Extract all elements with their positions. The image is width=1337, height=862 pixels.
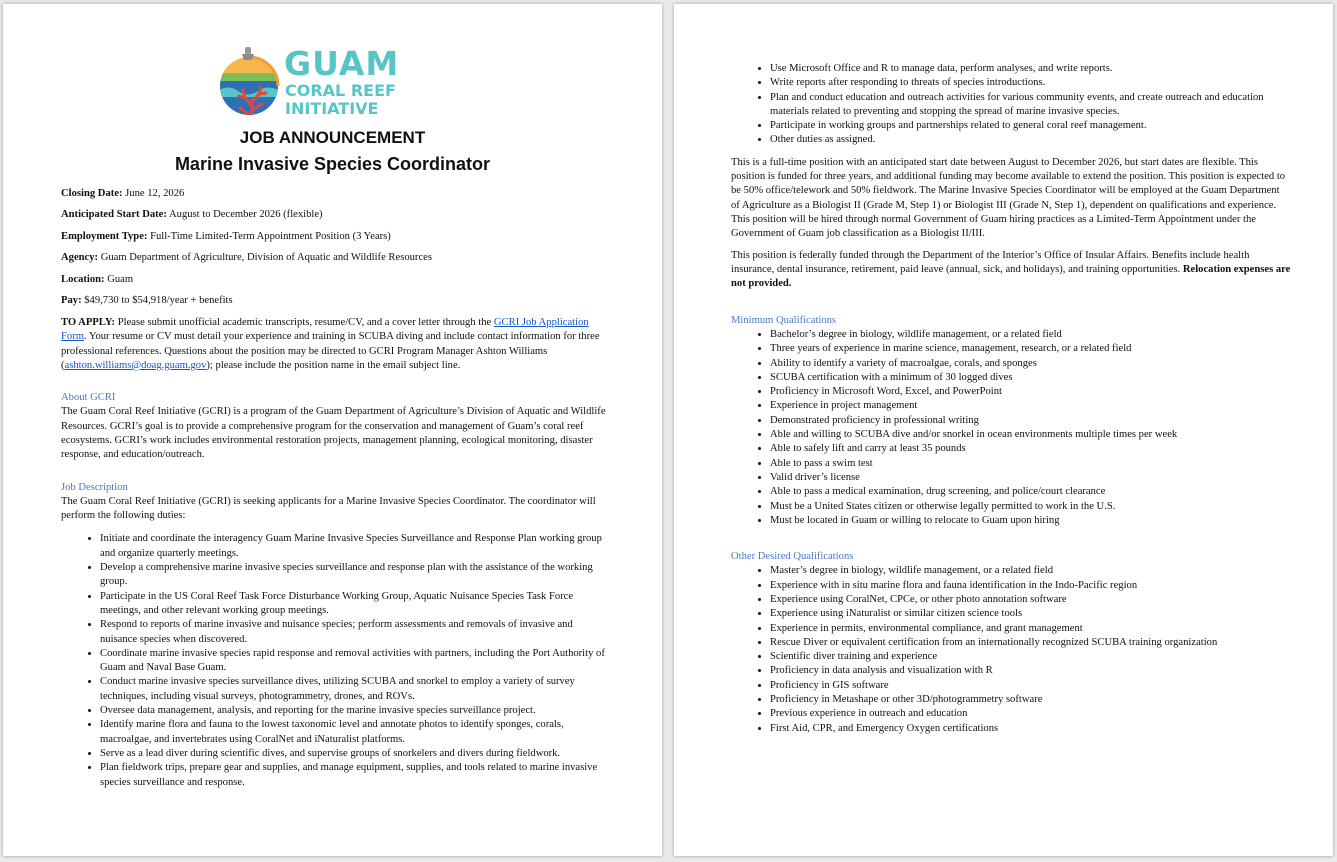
list-item: • SCUBA certification with a minimum of 30 logged dives	[770, 371, 1291, 385]
list-item: • Plan fieldwork trips, prepare gear and supplies, and manage equipment, supplies, and tools related to marine invasive species surveillance and response.	[100, 761, 611, 790]
list-item: • Identify marine flora and fauna to the lowest taxonomic level and annotate photos to identify sponges, corals, macroalgae, and invertebrates using CoralNet and iNaturalist platforms.	[100, 718, 611, 747]
page-2-body	[731, 62, 1291, 736]
list-item: • Able to safely lift and carry at least 35 pounds	[770, 442, 1291, 456]
desired-qualifications-heading: Other Desired Qualifications	[731, 551, 854, 563]
list-item: • Participate in the US Coral Reef Task Force Disturbance Working Group, Aquatic Nuisance Species Task Force meetings, and other relevant working group meetings.	[100, 590, 611, 619]
relocation-note: Relocation expenses are not provided.	[731, 264, 1291, 290]
list-item: • Oversee data management, analysis, and reporting for the marine invasive species surveillance project.	[100, 704, 611, 718]
field-employment-type: Employment Type: Full-Time Limited-Term Appointment Position (3 Years)	[61, 230, 391, 242]
about-body: The Guam Coral Reef Initiative (GCRI) is a program of the Guam Department of Agriculture’s Division of Aquatic and Wildlife Resources. GCRI’s goal is to provide a comprehensive program for the conservation and management of Guam’s coral reef ecosystems. GCRI’s work includes environmental restoration projects, management planning, ecological monitoring, disaster response, and education/outreach.	[61, 406, 606, 461]
list-item: • Proficiency in Microsoft Word, Excel, and PowerPoint	[770, 385, 1291, 399]
desired-qualifications-list	[731, 564, 1291, 736]
list-item: • Experience using iNaturalist or similar citizen science tools	[770, 607, 1291, 621]
list-item: • Develop a comprehensive marine invasive species surveillance and response plan with the assistance of the working group.	[100, 561, 611, 590]
list-item: • Demonstrated proficiency in professional writing	[770, 414, 1291, 428]
logo-line-initiative: INITIATIVE	[285, 99, 379, 118]
list-item: • Respond to reports of marine invasive and nuisance species; perform assessments and removals of invasive and nuisance species when discovered.	[100, 618, 611, 647]
email-link[interactable]: ashton.williams@doag.guam.gov	[64, 359, 207, 371]
list-item: • Must be located in Guam or willing to relocate to Guam upon hiring	[770, 514, 1291, 528]
job-description-intro: The Guam Coral Reef Initiative (GCRI) is seeking applicants for a Marine Invasive Species Coordinator. The coordinator will perform the following duties:	[61, 495, 596, 522]
list-item: • Write reports after responding to threats of species introductions.	[770, 76, 1291, 90]
list-item: • Use Microsoft Office and R to manage data, perform analyses, and write reports.	[770, 62, 1291, 76]
list-item: • Proficiency in data analysis and visualization with R	[770, 664, 1291, 678]
list-item: • Experience in project management	[770, 399, 1291, 413]
logo-line-coral-reef: CORAL REEF	[285, 81, 396, 100]
about-heading: About GCRI	[61, 392, 116, 404]
list-item: • Experience in permits, environmental compliance, and grant management	[770, 622, 1291, 636]
job-description-heading: Job Description	[61, 481, 128, 493]
list-item: • Participate in working groups and partnerships related to general coral reef management.	[770, 119, 1291, 133]
gcri-logo	[218, 44, 398, 128]
list-item: • Experience using CoralNet, CPCe, or other photo annotation software	[770, 593, 1291, 607]
document-page-1	[3, 4, 662, 856]
list-item: • Serve as a lead diver during scientific dives, and supervise groups of snorkelers and divers during fieldwork.	[100, 747, 611, 761]
list-item: • Plan and conduct education and outreach activities for various community events, and create outreach and education materials related to preventing and stopping the spread of marine invasive species.	[770, 91, 1291, 120]
list-item: • Rescue Diver or equivalent certification from an internationally recognized SCUBA training organization	[770, 636, 1291, 650]
list-item: • Must be a United States citizen or otherwise legally permitted to work in the U.S.	[770, 500, 1291, 514]
document-page-2	[674, 4, 1333, 856]
duties-list	[61, 532, 611, 789]
page-1-body	[61, 187, 611, 790]
application-form-link[interactable]: GCRI Job Application Form	[61, 316, 589, 343]
position-title: Marine Invasive Species Coordinator	[174, 154, 491, 174]
list-item: • Valid driver’s license	[770, 471, 1291, 485]
duties-list-continued	[731, 62, 1291, 148]
list-item: • Bachelor’s degree in biology, wildlife management, or a related field	[770, 328, 1291, 342]
field-closing-date: Closing Date: June 12, 2026	[61, 188, 185, 199]
announcement-heading: JOB ANNOUNCEMENT	[239, 128, 426, 147]
minimum-qualifications-heading: Minimum Qualifications	[731, 314, 837, 326]
coral-reef-logo-icon	[218, 44, 280, 128]
field-agency: Agency: Guam Department of Agriculture, Division of Aquatic and Wildlife Resources	[61, 252, 432, 264]
funding-paragraph: This position is federally funded through the Department of the Interior’s Office of Insular Affairs. Benefits include health insurance, dental insurance, retirement, paid leave (annual, sick, and holidays), and training opportunities. Relocation expenses are not provided.	[731, 249, 1291, 290]
list-item: • Previous experience in outreach and education	[770, 707, 1291, 721]
list-item: • Coordinate marine invasive species rapid response and removal activities with partners, including the Port Authority of Guam and Naval Base Guam.	[100, 647, 611, 676]
field-start-date: Anticipated Start Date: August to December 2026 (flexible)	[61, 209, 323, 221]
field-pay: Pay: $49,730 to $54,918/year + benefits	[61, 295, 233, 307]
list-item: • Experience with in situ marine flora and fauna identification in the Indo-Pacific region	[770, 579, 1291, 593]
list-item: • Initiate and coordinate the interagency Guam Marine Invasive Species Surveillance and Response Plan working group and organize quarterly meetings.	[100, 532, 611, 561]
list-item: • First Aid, CPR, and Emergency Oxygen certifications	[770, 722, 1291, 736]
list-item: • Ability to identify a variety of macroalgae, corals, and sponges	[770, 357, 1291, 371]
list-item: • Proficiency in Metashape or other 3D/photogrammetry software	[770, 693, 1291, 707]
apply-instructions: TO APPLY: Please submit unofficial academic transcripts, resume/CV, and a cover letter through the GCRI Job Application Form. Your resume or CV must detail your experience and training in SCUBA diving and include contact information for three professional references. Questions about the position may be directed to GCRI Program Manager Ashton Williams (ashton.williams@doag.guam.gov); please include the position name in the email subject line.	[61, 316, 600, 371]
list-item: • Able to pass a swim test	[770, 457, 1291, 471]
minimum-qualifications-list	[731, 328, 1291, 528]
position-details-paragraph: This is a full-time position with an anticipated start date between August to December 2026, but start dates are flexible. This position is funded for three years, and additional funding may become available to extend the position. This position is expected to be 50% office/telework and 50% fieldwork. The Marine Invasive Species Coordinator will be employed at the Guam Department of Agriculture as a Biologist II (Grade M, Step 1) or Biologist III (Grade N, Step 1), dependent on qualifications and experience. This position will be hired through normal Government of Guam hiring practices as a Limited-Term Appointment under the Government of Guam job classification as a Biologist II/III.	[731, 156, 1286, 240]
list-item: • Master’s degree in biology, wildlife management, or a related field	[770, 564, 1291, 578]
logo-line-guam: GUAM	[284, 44, 400, 83]
field-location: Location: Guam	[61, 273, 134, 285]
list-item: • Scientific diver training and experience	[770, 650, 1291, 664]
list-item: • Able to pass a medical examination, drug screening, and police/court clearance	[770, 485, 1291, 499]
list-item: • Conduct marine invasive species surveillance dives, utilizing SCUBA and snorkel to employ a variety of survey techniques, including visual surveys, photogrammetry, drones, and ROVs.	[100, 675, 611, 704]
list-item: • Able and willing to SCUBA dive and/or snorkel in ocean environments multiple times per week	[770, 428, 1291, 442]
list-item: • Other duties as assigned.	[770, 133, 1291, 147]
list-item: • Three years of experience in marine science, management, research, or a related field	[770, 342, 1291, 356]
list-item: • Proficiency in GIS software	[770, 679, 1291, 693]
